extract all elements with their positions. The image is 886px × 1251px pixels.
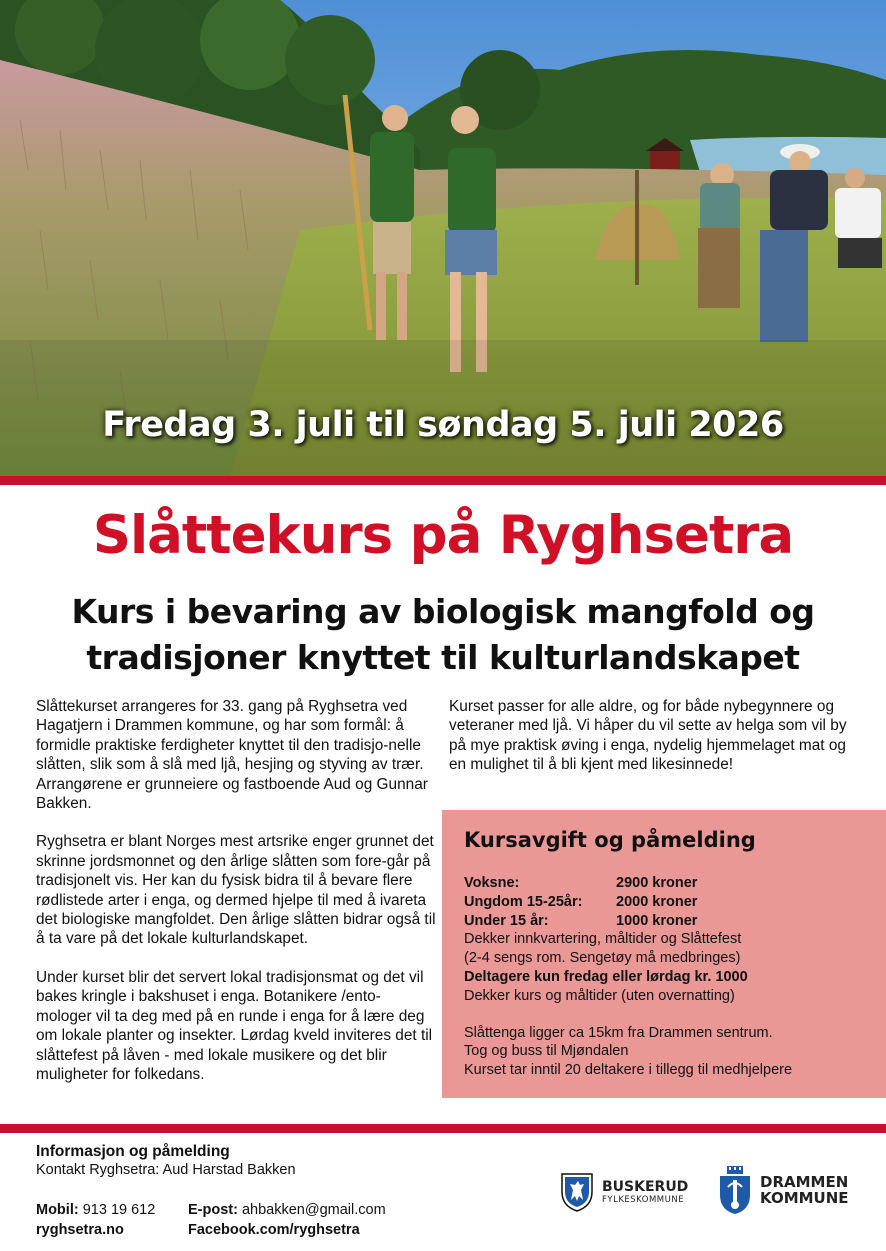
fee-covers: Dekker innkvartering, måltider og Slåttefest — [464, 931, 742, 948]
buskerud-name: BUSKERUD — [602, 1178, 689, 1195]
page-title: Slåttekurs på Ryghsetra — [92, 505, 794, 566]
footer-info — [36, 1142, 296, 1180]
mobile-number[interactable]: 913 19 612 — [82, 1202, 156, 1218]
top-divider — [0, 476, 886, 485]
drammen-logo — [718, 1165, 849, 1215]
fee-title: Kursavgift og påmelding — [464, 828, 756, 852]
paragraph-audience: Kurset passer for alle aldre, og for både nybegynnere og veteraner med ljå. Vi håper du vil sette av helga som vil by på mye praktisk øving i enga, nydelig hjemmelaget mat og en mulighet til å bli kjent med likesinnede! — [449, 698, 847, 774]
hero-photo — [0, 0, 886, 476]
contact-details — [36, 1200, 386, 1240]
subtitle-line: Kurs i bevaring av biologisk mangfold og — [71, 592, 815, 631]
price-row — [464, 893, 792, 912]
drammen-line2: KOMMUNE — [760, 1189, 849, 1207]
paragraph-intro: Slåttekurset arrangeres for 33. gang på Ryghsetra ved Hagatjern i Drammen kommune, og har som formål: å formidle praktiske ferdigheter knyttet til den tradisjo-nelle slåtten, slik som å slå med ljå, hesjing og styving av trær. Arrangørene er grunneiere og fastboende Aud og Gunnar Bakken. — [36, 698, 428, 813]
page-subtitle — [0, 589, 886, 681]
fee-partial-covers: Dekker kurs og måltider (uten overnatting) — [464, 987, 735, 1004]
facebook-link[interactable]: Facebook.com/ryghsetra — [188, 1222, 360, 1238]
left-column — [36, 697, 436, 1103]
price-value: 2900 kroner — [616, 875, 698, 891]
right-column — [449, 697, 854, 775]
price-label: Under 15 år: — [464, 912, 549, 929]
email-label: E-post: — [188, 1202, 238, 1218]
paragraph-biodiversity: Ryghsetra er blant Norges mest artsrike enger grunnet det skrinne jordsmonnet og den årlige slåtten som fore-går på tradisjonelt vis. Her kan du fysisk bidra til å bevare flere rødlistede arter i enga, og dermed hjelpe til med å ivareta det biologiske mangfoldet. Den årlige slåtten bidrar også til å ta vare på det lokale kulturlandskapet. — [36, 833, 436, 948]
price-value: 1000 kroner — [616, 912, 698, 929]
price-value: 2000 kroner — [616, 893, 698, 910]
fee-beds-note: (2-4 sengs rom. Sengetøy må medbringes) — [464, 950, 741, 967]
event-dates: Fredag 3. juli til søndag 5. juli 2026 — [102, 405, 784, 445]
price-label: Voksne: — [464, 875, 520, 891]
fee-box — [442, 810, 886, 1098]
info-title: Informasjon og påmelding — [36, 1143, 230, 1160]
capacity-info: Kurset tar inntil 20 deltakere i tillegg til medhjelpere — [464, 1062, 793, 1079]
drammen-coat-of-arms-icon — [718, 1165, 752, 1215]
price-row — [464, 874, 792, 893]
drammen-line1: DRAMMEN — [760, 1173, 849, 1191]
transport-info: Tog og buss til Mjøndalen — [464, 1043, 629, 1060]
mobile-label: Mobil: — [36, 1202, 79, 1218]
buskerud-sub: FYLKESKOMMUNE — [602, 1194, 685, 1205]
paragraph-program: Under kurset blir det servert lokal tradisjonsmat og det vil bakes kringle i bakshuset i enga. Botanikere /ento-mologer vil ta deg med på en runde i enga for å lære deg om lokale planter og insekter. Lørdag kveld inviteres det til slåttefest på låven - med lokale musikere og det blir muligheter for folkedans. — [36, 968, 433, 1083]
subtitle-line: tradisjoner knyttet til kulturlandskapet — [86, 638, 800, 677]
fee-details — [464, 874, 792, 1080]
bottom-divider — [0, 1124, 886, 1133]
email-link[interactable]: ahbakken@gmail.com — [241, 1202, 386, 1218]
location-distance: Slåttenga ligger ca 15km fra Drammen sentrum. — [464, 1024, 773, 1041]
price-row — [464, 912, 792, 931]
person-figure — [698, 163, 740, 308]
buskerud-logo — [560, 1172, 688, 1212]
contact-person: Kontakt Ryghsetra: Aud Harstad Bakken — [36, 1162, 296, 1178]
fee-partial: Deltagere kun fredag eller lørdag kr. 1000 — [464, 968, 748, 985]
price-label: Ungdom 15-25år: — [464, 893, 583, 910]
buskerud-lion-shield-icon — [560, 1172, 594, 1212]
website-link[interactable]: ryghsetra.no — [36, 1222, 124, 1238]
